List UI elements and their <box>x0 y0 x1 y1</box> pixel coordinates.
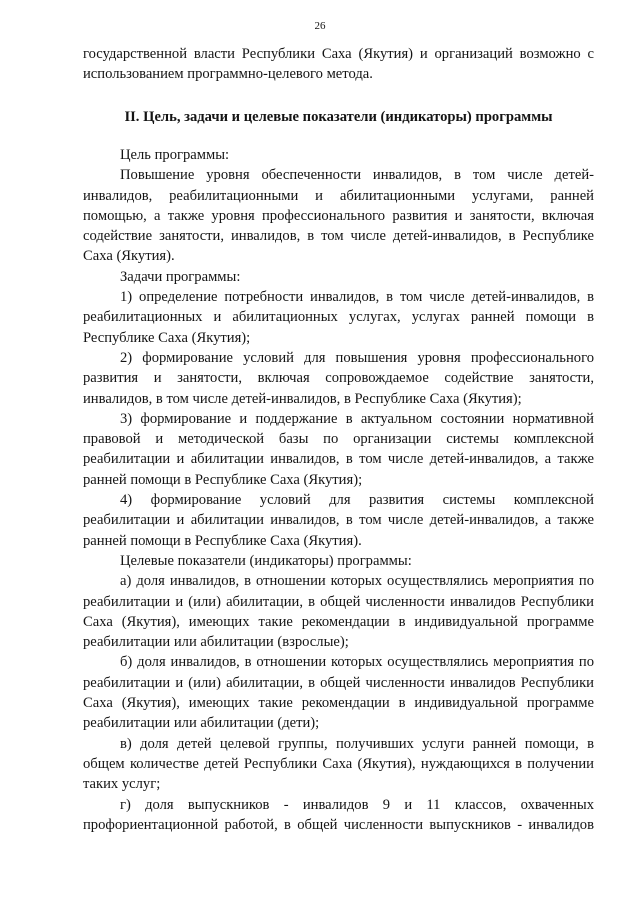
section-body <box>83 145 594 835</box>
indicator-item: а) доля инвалидов, в отношении которых осуществлялись мероприятия по реабилитации и (или) абилитации, в общей численности инвалидов Республики Саха (Якутия), имеющих такие рекомендации в индивидуальной программе реабилитации или абилитации (взрослые); <box>83 573 594 651</box>
task-item: 1) определение потребности инвалидов, в том числе детей-инвалидов, в реабилитационных и абилитационных услугах, услугах ранней помощи в Республике Саха (Якутия); <box>83 289 594 346</box>
intro-paragraph: государственной власти Республики Саха (Якутия) и организаций возможно с использованием программно-целевого метода. <box>83 46 594 83</box>
goal-label: Цель программы: <box>120 147 230 163</box>
task-item: 2) формирование условий для повышения уровня профессионального развития и занятости, включая сопровождаемое содействие занятости, инвалидов, в том числе детей-инвалидов, в Республике Саха (Якутия); <box>83 349 594 407</box>
indicator-item: б) доля инвалидов, в отношении которых осуществлялись мероприятия по реабилитации и (или) абилитации, в общей численности инвалидов Республики Саха (Якутия), имеющих такие рекомендации в индивидуальной программе реабилитации или абилитации (дети); <box>83 654 594 732</box>
intro-text <box>83 44 594 85</box>
indicators-label: Целевые показатели (индикаторы) программы: <box>120 552 412 569</box>
task-item: 3) формирование и поддержание в актуальном состоянии нормативной правовой и методической базы по организации системы комплексной реабилитации и абилитации инвалидов, в том числе детей-инвалидов, а также ранней помощи в Республике Саха (Якутия); <box>83 410 594 488</box>
indicator-item: г) доля выпускников - инвалидов 9 и 11 классов, охваченных профориентационной работой, в общей численности выпускников - инвалидов <box>83 796 594 833</box>
task-item: 4) формирование условий для развития системы комплексной реабилитации и абилитации инвалидов, в том числе детей-инвалидов, а также ранней помощи в Республике Саха (Якутия). <box>83 492 594 549</box>
page-number: 26 <box>314 20 326 32</box>
tasks-label: Задачи программы: <box>120 268 241 285</box>
goal-text: Повышение уровня обеспеченности инвалидов, в том числе детей-инвалидов, реабилитационными и абилитационными услугами, ранней помощью, а также уровня профессионального развития и занятости, включая содействие занятости, инвалидов, в том числе детей-инвалидов, в Республике Саха (Якутия). <box>83 167 594 265</box>
indicator-item: в) доля детей целевой группы, получивших услуги ранней помощи, в общем количестве детей Республики Саха (Якутия), нуждающихся в получении таких услуг; <box>83 735 594 793</box>
section-heading: II. Цель, задачи и целевые показатели (индикаторы) программы <box>124 109 553 125</box>
